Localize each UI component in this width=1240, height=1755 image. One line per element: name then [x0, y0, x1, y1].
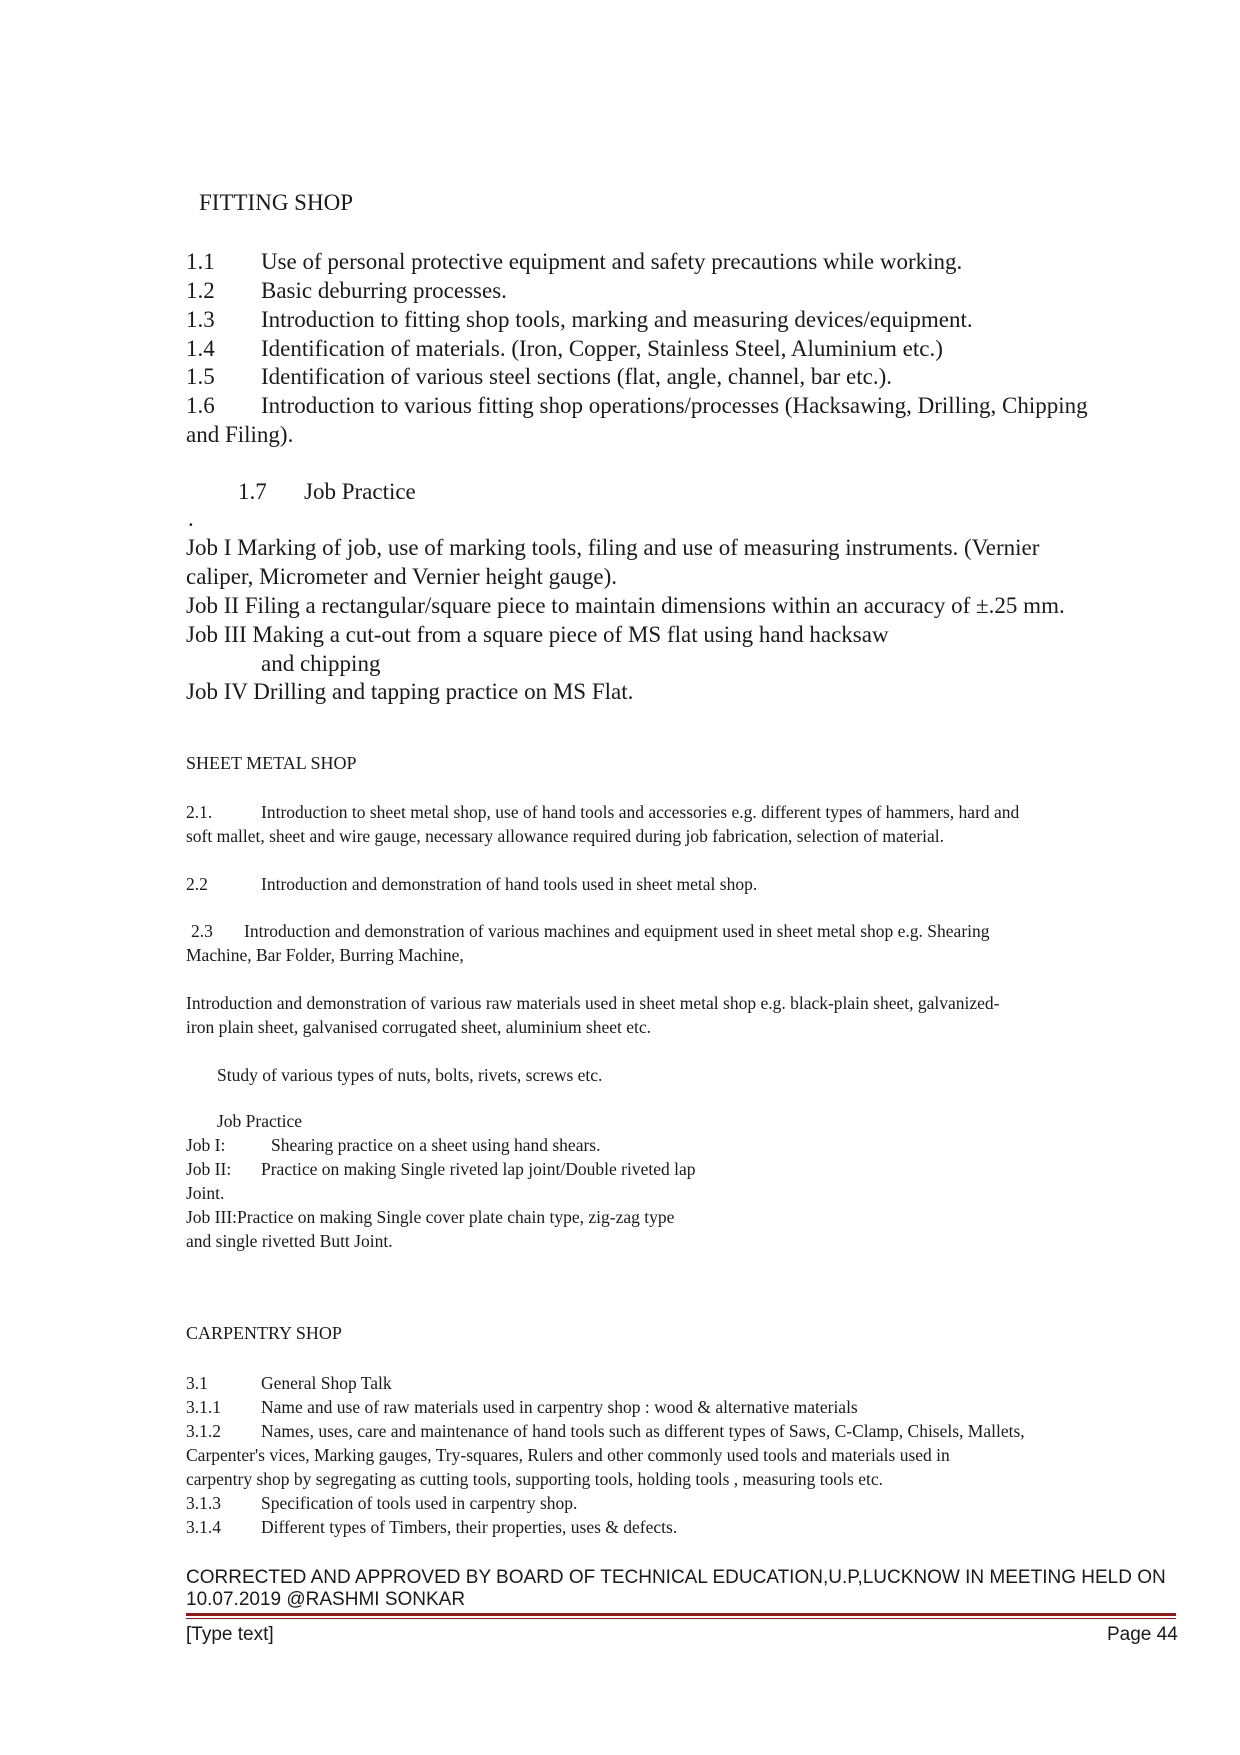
item-text: Name and use of raw materials used in carpentry shop : wood & alternative materials [261, 1397, 858, 1417]
sheet-metal-job-3: Job III:Practice on making Single cover plate chain type, zig-zag type [186, 1207, 675, 1227]
carpentry-item-continuation: Carpenter's vices, Marking gauges, Try-squares, Rulers and other commonly used tools and materials used in [186, 1445, 950, 1465]
fitting-job-1-continuation: caliper, Micrometer and Vernier height gauge). [186, 564, 618, 589]
sheet-metal-job-practice: Job Practice [217, 1111, 303, 1131]
sheet-metal-2-1-continuation: soft mallet, sheet and wire gauge, necessary allowance required during job fabrication, selection of material. [186, 826, 945, 846]
raw-materials-continuation: iron plain sheet, galvanised corrugated sheet, aluminium sheet etc. [186, 1017, 652, 1037]
item-number: 1.7 [238, 479, 267, 504]
item-number: 3.1.3 [186, 1493, 221, 1513]
item-text: Introduction to sheet metal shop, use of hand tools and accessories e.g. different types of hammers, hard and [261, 802, 1020, 822]
sheet-metal-heading: SHEET METAL SHOP [186, 753, 357, 773]
sheet-metal-2-1 [186, 800, 1019, 824]
sheet-metal-job-2-continuation: Joint. [186, 1183, 225, 1203]
footer-rule-thin [186, 1618, 1176, 1619]
carpentry-item [186, 1395, 858, 1419]
item-number: 1.1 [186, 249, 215, 274]
study-fasteners-text: Study of various types of nuts, bolts, rivets, screws etc. [217, 1065, 603, 1085]
fitting-item [186, 391, 1088, 420]
item-text: Introduction to fitting shop tools, marking and measuring devices/equipment. [261, 307, 973, 332]
sheet-metal-2-2 [186, 872, 757, 896]
item-text: Introduction and demonstration of hand tools used in sheet metal shop. [261, 874, 758, 894]
item-number: 2.3 [191, 921, 213, 941]
item-text: Identification of various steel sections (flat, angle, channel, bar etc.). [261, 364, 892, 389]
carpentry-item [186, 1371, 392, 1395]
approval-note-continuation: 10.07.2019 @RASHMI SONKAR [186, 1589, 466, 1610]
item-text: Introduction to various fitting shop operations/processes (Hacksawing, Drilling, Chipping [261, 393, 1088, 418]
carpentry-heading: CARPENTRY SHOP [186, 1323, 342, 1343]
carpentry-item [186, 1419, 1025, 1443]
item-number: 3.1.2 [186, 1421, 221, 1441]
stray-dot: . [188, 506, 194, 531]
fitting-job-3-continuation: and chipping [261, 651, 381, 676]
footer-rule-thick [186, 1613, 1176, 1616]
carpentry-item [186, 1491, 577, 1515]
item-text: Job Practice [304, 479, 416, 504]
item-text: General Shop Talk [261, 1373, 392, 1393]
job-text: Shearing practice on a sheet using hand shears. [271, 1135, 601, 1155]
sheet-metal-job-2 [186, 1157, 695, 1181]
carpentry-item [186, 1515, 677, 1539]
item-text: Specification of tools used in carpentry shop. [261, 1493, 578, 1513]
fitting-item [186, 276, 507, 305]
sheet-metal-2-3 [191, 919, 990, 943]
item-text: Names, uses, care and maintenance of hand tools such as different types of Saws, C-Clamp, Chisels, Mallets, [261, 1421, 1025, 1441]
raw-materials-text: Introduction and demonstration of various raw materials used in sheet metal shop e.g. black-plain sheet, galvanized- [186, 993, 1000, 1013]
fitting-item [186, 247, 962, 276]
fitting-item [186, 334, 943, 363]
item-number: 2.2 [186, 874, 208, 894]
sheet-metal-job-3-continuation: and single rivetted Butt Joint. [186, 1231, 393, 1251]
sheet-metal-job-1 [186, 1133, 600, 1157]
item-number: 3.1.1 [186, 1397, 221, 1417]
fitting-item-continuation: and Filing). [186, 422, 294, 447]
fitting-job-4: Job IV Drilling and tapping practice on MS Flat. [186, 679, 634, 704]
fitting-job-3: Job III Making a cut-out from a square piece of MS flat using hand hacksaw [186, 622, 889, 647]
approval-note: CORRECTED AND APPROVED BY BOARD OF TECHNICAL EDUCATION,U.P,LUCKNOW IN MEETING HELD ON [186, 1567, 1166, 1588]
item-text: Different types of Timbers, their properties, uses & defects. [261, 1517, 678, 1537]
item-text: Identification of materials. (Iron, Copper, Stainless Steel, Aluminium etc.) [261, 336, 943, 361]
fitting-item [186, 362, 892, 391]
item-number: 1.4 [186, 336, 215, 361]
fitting-item [186, 305, 973, 334]
item-number: 3.1 [186, 1373, 208, 1393]
page-number: Page 44 [1107, 1624, 1178, 1645]
job-practice-heading [238, 477, 416, 506]
footer-left-text: [Type text] [186, 1624, 274, 1645]
sheet-metal-2-3-continuation: Machine, Bar Folder, Burring Machine, [186, 945, 464, 965]
item-text: Use of personal protective equipment and safety precautions while working. [261, 249, 963, 274]
item-number: 1.2 [186, 278, 215, 303]
item-text: Basic deburring processes. [261, 278, 507, 303]
item-number: 2.1. [186, 802, 213, 822]
item-number: 1.3 [186, 307, 215, 332]
job-label: Job II: [186, 1159, 232, 1179]
carpentry-item-continuation: carpentry shop by segregating as cutting tools, supporting tools, holding tools , measuring tools etc. [186, 1469, 883, 1489]
item-text: Introduction and demonstration of various machines and equipment used in sheet metal shop e.g. Shearing [244, 921, 990, 941]
fitting-job-2: Job II Filing a rectangular/square piece to maintain dimensions within an accuracy of ±.25 mm. [186, 593, 1065, 618]
fitting-shop-heading: FITTING SHOP [199, 190, 353, 215]
fitting-job-1: Job I Marking of job, use of marking tools, filing and use of measuring instruments. (Vernier [186, 535, 1040, 560]
item-number: 1.6 [186, 393, 215, 418]
job-text: Practice on making Single riveted lap joint/Double riveted lap [261, 1159, 696, 1179]
job-label: Job I: [186, 1135, 226, 1155]
item-number: 3.1.4 [186, 1517, 221, 1537]
item-number: 1.5 [186, 364, 215, 389]
